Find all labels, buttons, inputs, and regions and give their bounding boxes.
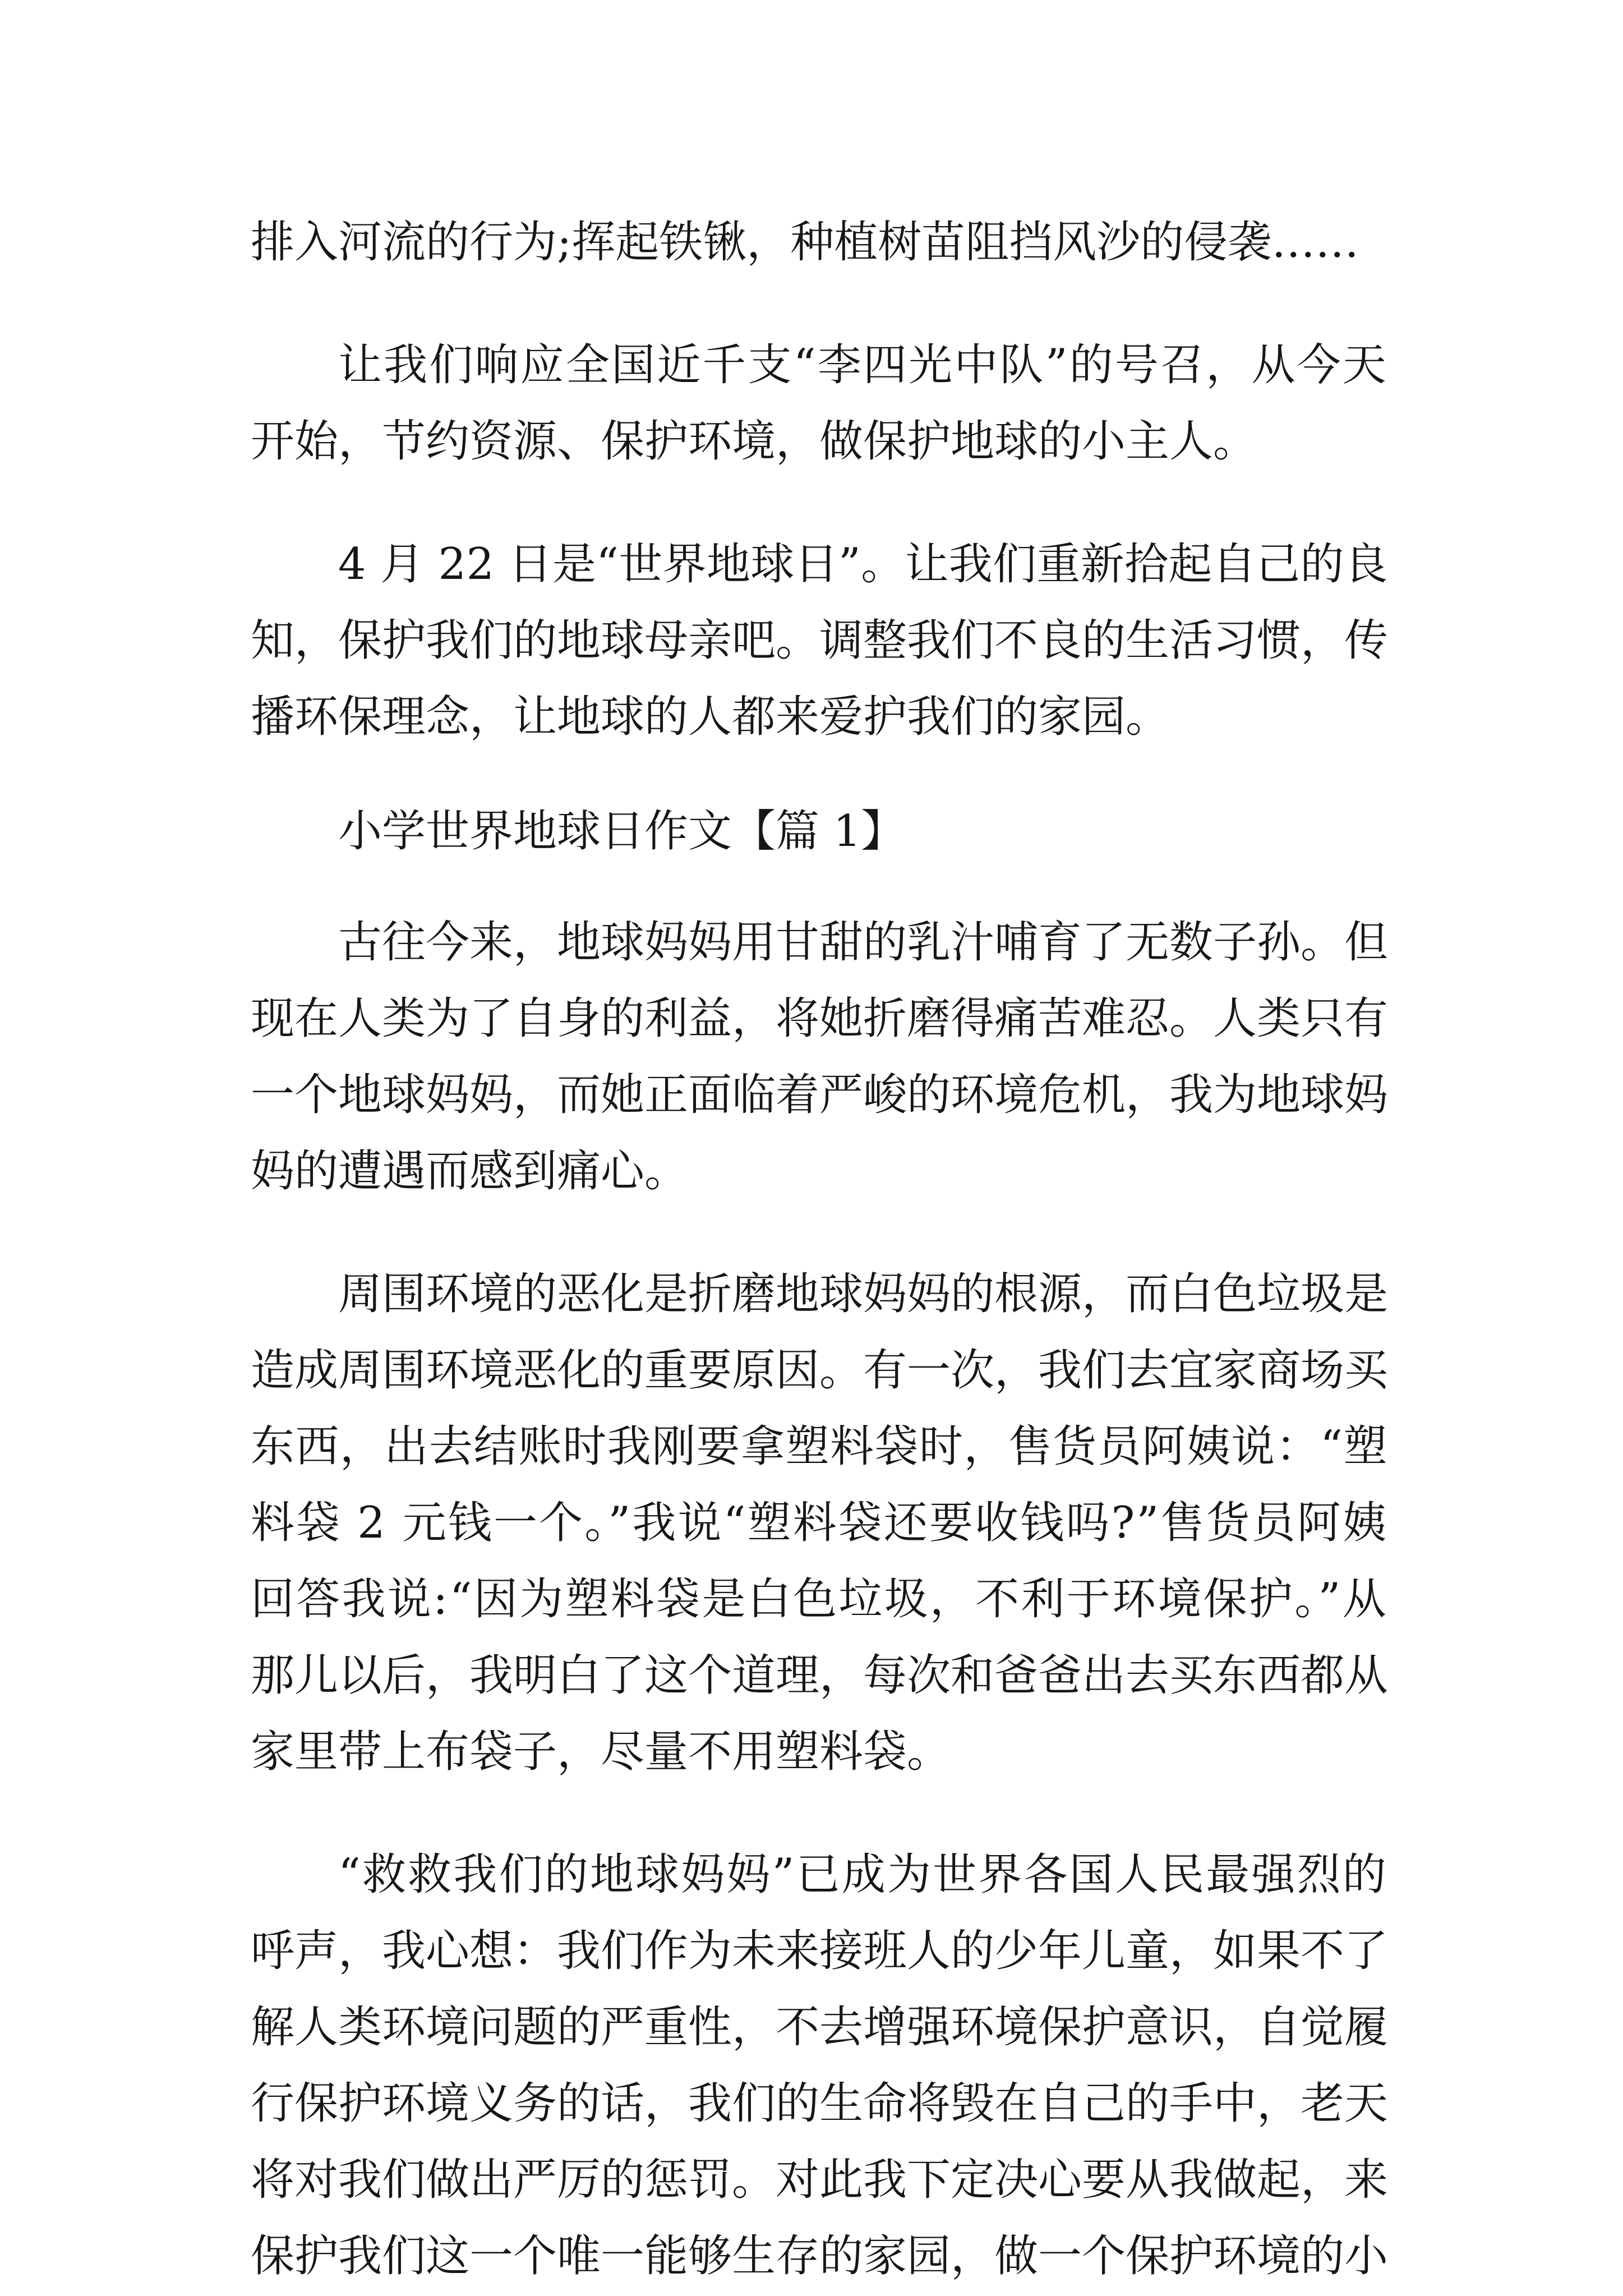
text-line: 古往今来，地球妈妈用甘甜的乳汁哺育了无数子孙。但 — [338, 917, 1388, 968]
text-line: 知，保护我们的地球母亲吧。调整我们不良的生活习惯，传 — [251, 615, 1388, 666]
text-line: 料袋 2 元钱一个。”我说“塑料袋还要收钱吗?”售货员阿姨 — [251, 1498, 1388, 1548]
text-line: 造成周围环境恶化的重要原因。有一次，我们去宜家商场买 — [251, 1345, 1388, 1396]
text-line: 周围环境的恶化是折磨地球妈妈的根源，而白色垃圾是 — [338, 1269, 1388, 1319]
text-line: 家里带上布袋子，尽量不用塑料袋。 — [251, 1727, 951, 1777]
essay-title: 小学世界地球日作文【篇 1】 — [338, 806, 905, 857]
paragraph — [251, 327, 1388, 480]
text-line: 排入河流的行为;挥起铁锹，种植树苗阻挡风沙的侵袭…… — [251, 217, 1359, 268]
text-line: 东西，出去结账时我刚要拿塑料袋时，售货员阿姨说：“塑 — [251, 1421, 1388, 1472]
paragraph — [251, 1837, 1388, 2294]
paragraph — [251, 204, 1388, 280]
page-body — [251, 204, 1388, 2294]
paragraph — [251, 1256, 1388, 1790]
text-line: 一个地球妈妈，而她正面临着严峻的环境危机，我为地球妈 — [251, 1070, 1388, 1120]
text-line: 行保护环境义务的话，我们的生命将毁在自己的手中，老天 — [251, 2078, 1388, 2129]
text-line: 将对我们做出严厉的惩罚。对此我下定决心要从我做起，来 — [251, 2155, 1388, 2205]
text-line: 那儿以后，我明白了这个道理，每次和爸爸出去买东西都从 — [251, 1650, 1388, 1701]
text-line: “救救我们的地球妈妈”已成为世界各国人民最强烈的 — [338, 1849, 1388, 1900]
text-line: 4 月 22 日是“世界地球日”。让我们重新拾起自己的良 — [338, 539, 1388, 590]
text-line: 回答我说:“因为塑料袋是白色垃圾，不利于环境保护。”从 — [251, 1574, 1388, 1625]
text-line: 解人类环境问题的严重性，不去增强环境保护意识，自觉履 — [251, 2002, 1388, 2053]
paragraph — [251, 904, 1388, 1209]
text-line: 播环保理念，让地球的人都来爱护我们的家园。 — [251, 692, 1170, 742]
text-line: 现在人类为了自身的利益，将她折磨得痛苦难忍。人类只有 — [251, 993, 1388, 1044]
text-line: 开始，节约资源、保护环境，做保护地球的小主人。 — [251, 416, 1257, 467]
text-line: 保护我们这一个唯一能够生存的家园，做一个保护环境的小 — [251, 2231, 1388, 2281]
paragraph — [251, 526, 1388, 755]
text-line: 呼声，我心想：我们作为未来接班人的少年儿童，如果不了 — [251, 1926, 1388, 1976]
text-line: 让我们响应全国近千支“李四光中队”的号召，从今天 — [338, 340, 1388, 390]
text-line: 妈的遭遇而感到痛心。 — [251, 1146, 689, 1197]
